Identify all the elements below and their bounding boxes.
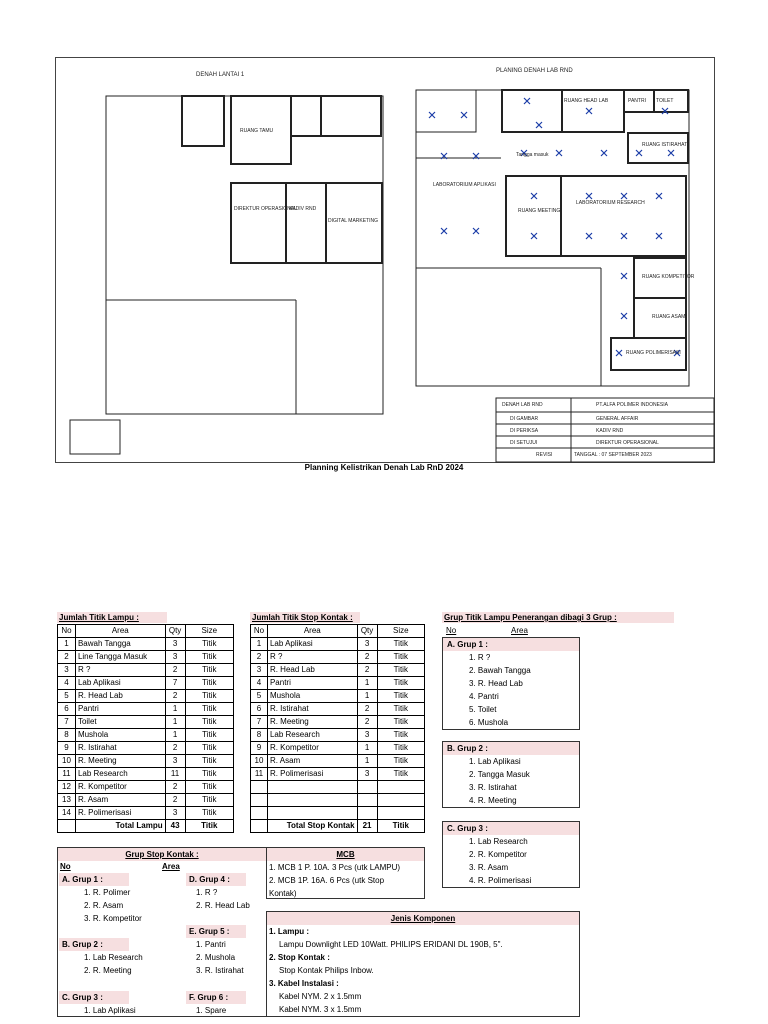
row-qty: 2	[165, 742, 185, 755]
stop-group-item: 2. R. Asam	[84, 901, 124, 910]
row-qty: 3	[165, 651, 185, 664]
row-qty: 1	[357, 690, 377, 703]
row-no: 9	[251, 742, 268, 755]
mcb-box	[266, 847, 425, 899]
lampu-row	[58, 794, 234, 807]
stop-row	[251, 794, 425, 807]
stop-row	[251, 807, 425, 820]
row-no	[251, 794, 268, 807]
row-no	[251, 781, 268, 794]
row-area: R. Asam	[267, 755, 357, 768]
lampu-row	[58, 664, 234, 677]
stop-group-item: 1. Lab Aplikasi	[84, 1006, 136, 1015]
row-size: Titik	[377, 664, 424, 677]
group-item: 3. R. Asam	[469, 863, 509, 872]
group-item: 6. Mushola	[469, 718, 509, 727]
lampu-row	[58, 755, 234, 768]
stop-total-qty: 21	[357, 820, 377, 833]
row-area: R. Istirahat	[267, 703, 357, 716]
row-size: Titik	[185, 716, 233, 729]
row-qty: 7	[165, 677, 185, 690]
komponen-lines	[267, 925, 579, 1016]
row-area	[267, 794, 357, 807]
row-area: R. Kompetitor	[75, 781, 165, 794]
row-no: 3	[58, 664, 76, 677]
row-no: 6	[58, 703, 76, 716]
grup-lampu-title: Grup Titik Lampu Penerangan dibagi 3 Grup :	[442, 612, 674, 623]
row-size: Titik	[185, 638, 233, 651]
lampu-total-size: Titik	[185, 820, 233, 833]
row-qty: 2	[165, 664, 185, 677]
room-lab-research: LABORATORIUM RESEARCH	[576, 200, 645, 206]
stop-group-title: A. Grup 1 :	[59, 873, 129, 886]
tb-company: PT.ALFA POLIMER INDONESIA	[596, 402, 668, 408]
row-size: Titik	[185, 690, 233, 703]
row-area: R. Asam	[75, 794, 165, 807]
row-qty: 2	[357, 716, 377, 729]
grup-lampu-col-no: No	[446, 626, 457, 635]
lampu-total-label: Total Lampu	[75, 820, 165, 833]
tb-row-value: KADIV RND	[596, 428, 624, 434]
stop-group-title: B. Grup 2 :	[59, 938, 129, 951]
row-size: Titik	[377, 716, 424, 729]
row-qty: 1	[165, 729, 185, 742]
row-no: 8	[58, 729, 76, 742]
group-item: 1. R ?	[469, 653, 491, 662]
group-title: C. Grup 3 :	[443, 822, 579, 835]
room-lab-aplikasi: LABORATORIUM APLIKASI	[433, 182, 496, 188]
row-size: Titik	[377, 729, 424, 742]
lampu-row	[58, 729, 234, 742]
tb-row-label: DI GAMBAR	[510, 416, 539, 422]
stop-group-item: 3. R. Istirahat	[196, 966, 244, 975]
stop-group-item: 1. Spare	[196, 1006, 227, 1015]
tb-row-label: DI PERIKSA	[510, 428, 539, 434]
plan-left-title: DENAH LANTAI 1	[196, 72, 245, 78]
row-no: 12	[58, 781, 76, 794]
row-no: 1	[58, 638, 76, 651]
stop-group-title: F. Grup 6 :	[186, 991, 246, 1004]
row-area: R. Meeting	[75, 755, 165, 768]
row-qty: 2	[165, 690, 185, 703]
tb-row-label: DI SETUJUI	[510, 440, 538, 446]
mcb-line: 1. MCB 1 P. 10A. 3 Pcs (utk LAMPU)	[269, 863, 401, 872]
row-no: 11	[58, 768, 76, 781]
row-size	[377, 807, 424, 820]
row-area: R. Istirahat	[75, 742, 165, 755]
row-area: R ?	[75, 664, 165, 677]
row-qty: 3	[165, 807, 185, 820]
row-qty: 2	[357, 651, 377, 664]
row-area: Mushola	[267, 690, 357, 703]
row-size: Titik	[377, 742, 424, 755]
col-size: Size	[185, 625, 233, 638]
row-qty: 3	[165, 755, 185, 768]
col-area: Area	[75, 625, 165, 638]
group-item: 1. Lab Aplikasi	[469, 757, 521, 766]
plan-caption: Planning Kelistrikan Denah Lab RnD 2024	[304, 463, 464, 472]
komponen-heading: 1. Lampu :	[269, 927, 310, 936]
lampu-row	[58, 742, 234, 755]
stop-group-item: 1. R ?	[196, 888, 218, 897]
row-area: R. Head Lab	[75, 690, 165, 703]
lampu-row	[58, 768, 234, 781]
lampu-row	[58, 807, 234, 820]
row-area: Lab Research	[267, 729, 357, 742]
row-qty: 3	[357, 638, 377, 651]
row-qty: 1	[357, 742, 377, 755]
col-area: Area	[267, 625, 357, 638]
row-size: Titik	[185, 729, 233, 742]
stop-row	[251, 781, 425, 794]
row-qty	[357, 794, 377, 807]
row-area: R ?	[267, 651, 357, 664]
row-area: Bawah Tangga	[75, 638, 165, 651]
room-kompetitor: RUANG KOMPETITOR	[642, 274, 695, 280]
row-size: Titik	[185, 768, 233, 781]
group-title: A. Grup 1 :	[443, 638, 579, 651]
komponen-detail: Lampu Downlight LED 10Watt. PHILIPS ERIDANI DL 190B, 5".	[279, 940, 503, 949]
row-no: 7	[58, 716, 76, 729]
row-size: Titik	[377, 690, 424, 703]
stop-group-title: E. Grup 5 :	[186, 925, 246, 938]
stop-row	[251, 768, 425, 781]
lampu-row	[58, 703, 234, 716]
stop-title: Jumlah Titik Stop Kontak :	[250, 612, 360, 623]
lampu-row	[58, 690, 234, 703]
komponen-detail: Stop Kontak Philips Inbow.	[279, 966, 374, 975]
tb-name: DENAH LAB RND	[502, 402, 543, 408]
stop-row	[251, 755, 425, 768]
row-no: 4	[58, 677, 76, 690]
row-size: Titik	[185, 807, 233, 820]
row-size: Titik	[185, 794, 233, 807]
komponen-box	[266, 911, 580, 1017]
room-meeting: RUANG MEETING	[518, 208, 561, 214]
komponen-title: Jenis Komponen	[267, 912, 579, 925]
komponen-detail: Kabel NYM. 2 x 1.5mm	[279, 992, 362, 1001]
group-item: 4. R. Meeting	[469, 796, 517, 805]
row-no: 2	[251, 651, 268, 664]
room-polimerisasi: RUANG POLIMERISASI	[626, 350, 681, 356]
row-size: Titik	[377, 638, 424, 651]
row-area: Lab Aplikasi	[75, 677, 165, 690]
group-item: 2. Tangga Masuk	[469, 770, 530, 779]
stop-group-item: 2. R. Head Lab	[196, 901, 250, 910]
group-item: 4. Pantri	[469, 692, 499, 701]
row-area: R. Head Lab	[267, 664, 357, 677]
row-area	[267, 807, 357, 820]
row-no: 13	[58, 794, 76, 807]
mcb-line: Kontak)	[269, 889, 297, 898]
row-area: R. Polimerisasi	[75, 807, 165, 820]
row-area: Toilet	[75, 716, 165, 729]
row-qty: 1	[357, 677, 377, 690]
komponen-detail: Kabel NYM. 3 x 1.5mm	[279, 1005, 362, 1014]
row-qty: 11	[165, 768, 185, 781]
row-no: 3	[251, 664, 268, 677]
stop-row	[251, 729, 425, 742]
group-item: 3. R. Istirahat	[469, 783, 517, 792]
tb-revisi: REVISI	[536, 452, 553, 458]
row-qty: 2	[357, 703, 377, 716]
left-building-outline	[106, 96, 383, 414]
lampu-table	[57, 624, 234, 833]
grup-lampu-col-area: Area	[511, 626, 528, 635]
row-no: 5	[58, 690, 76, 703]
lampu-title: Jumlah Titik Lampu :	[57, 612, 167, 623]
lampu-row	[58, 677, 234, 690]
row-area	[267, 781, 357, 794]
room-tangga: Tangga masuk	[516, 152, 549, 158]
col-qty: Qty	[357, 625, 377, 638]
lampu-row	[58, 651, 234, 664]
grup-stop-col-area: Area	[162, 862, 180, 871]
row-size: Titik	[377, 677, 424, 690]
stop-group-item: 1. R. Polimer	[84, 888, 131, 897]
row-no: 6	[251, 703, 268, 716]
col-qty: Qty	[165, 625, 185, 638]
floor-plan-drawing	[55, 57, 715, 463]
row-size: Titik	[185, 742, 233, 755]
komponen-heading: 2. Stop Kontak :	[269, 953, 330, 962]
row-area: Lab Research	[75, 768, 165, 781]
row-area: R. Polimerisasi	[267, 768, 357, 781]
stop-row	[251, 690, 425, 703]
row-qty: 3	[357, 729, 377, 742]
plan-right-title: PLANING DENAH LAB RND	[496, 68, 573, 74]
row-qty	[357, 781, 377, 794]
row-area: R. Kompetitor	[267, 742, 357, 755]
row-qty: 1	[165, 703, 185, 716]
row-qty: 3	[357, 768, 377, 781]
row-size: Titik	[377, 651, 424, 664]
stop-total-size: Titik	[377, 820, 424, 833]
row-no: 2	[58, 651, 76, 664]
stop-group-item: 2. Mushola	[196, 953, 236, 962]
right-building-outline	[416, 90, 689, 386]
komponen-heading: 3. Kabel Instalasi :	[269, 979, 339, 988]
stop-row	[251, 742, 425, 755]
room-head-lab: RUANG HEAD LAB	[564, 98, 609, 104]
row-qty: 1	[165, 716, 185, 729]
row-no: 14	[58, 807, 76, 820]
row-qty: 2	[165, 781, 185, 794]
stop-total-label: Total Stop Kontak	[267, 820, 357, 833]
tb-tanggal: TANGGAL : 07 SEPTEMBER 2023	[574, 452, 652, 458]
mcb-title: MCB	[267, 848, 424, 861]
lamp-markers	[429, 98, 680, 356]
row-size: Titik	[185, 755, 233, 768]
group-item: 2. R. Kompetitor	[469, 850, 527, 859]
stop-row	[251, 638, 425, 651]
grup-lampu-group	[442, 821, 580, 888]
row-size: Titik	[185, 677, 233, 690]
row-qty: 2	[357, 664, 377, 677]
lampu-row	[58, 638, 234, 651]
lampu-row	[58, 716, 234, 729]
stop-group-title: D. Grup 4 :	[186, 873, 246, 886]
row-qty: 3	[165, 638, 185, 651]
row-qty	[357, 807, 377, 820]
col-no: No	[251, 625, 268, 638]
col-no: No	[58, 625, 76, 638]
row-no: 7	[251, 716, 268, 729]
room-pantri: PANTRI	[628, 98, 646, 104]
row-area: Lab Aplikasi	[267, 638, 357, 651]
row-no: 8	[251, 729, 268, 742]
room-ruang-tamu: RUANG TAMU	[240, 128, 274, 134]
group-title: B. Grup 2 :	[443, 742, 579, 755]
row-no: 1	[251, 638, 268, 651]
row-no: 10	[58, 755, 76, 768]
lampu-row	[58, 781, 234, 794]
row-area: R. Meeting	[267, 716, 357, 729]
row-size	[377, 794, 424, 807]
group-item: 5. Toilet	[469, 705, 497, 714]
row-size: Titik	[185, 664, 233, 677]
row-size: Titik	[185, 781, 233, 794]
row-area: Pantri	[267, 677, 357, 690]
stop-group-title: C. Grup 3 :	[59, 991, 129, 1004]
row-area: Pantri	[75, 703, 165, 716]
grup-stop-title: Grup Stop Kontak :	[58, 848, 266, 861]
row-size	[377, 781, 424, 794]
stop-group-item: 2. R. Meeting	[84, 966, 132, 975]
col-size: Size	[377, 625, 424, 638]
row-size: Titik	[377, 703, 424, 716]
row-no: 9	[58, 742, 76, 755]
room-istirahat: RUANG ISTIRAHAT	[642, 142, 688, 148]
row-qty: 1	[357, 755, 377, 768]
row-size: Titik	[377, 768, 424, 781]
row-no: 5	[251, 690, 268, 703]
tb-row-value: DIREKTUR OPERASIONAL	[596, 440, 659, 446]
grup-lampu-group	[442, 741, 580, 808]
room-toilet: TOILET	[656, 98, 674, 104]
row-no: 11	[251, 768, 268, 781]
group-item: 3. R. Head Lab	[469, 679, 523, 688]
lampu-total-qty: 43	[165, 820, 185, 833]
row-no	[251, 807, 268, 820]
grup-lampu-group	[442, 637, 580, 730]
stop-row	[251, 716, 425, 729]
row-qty: 2	[165, 794, 185, 807]
mcb-line: 2. MCB 1P. 16A. 6 Pcs (utk Stop	[269, 876, 385, 885]
group-item: 1. Lab Research	[469, 837, 528, 846]
row-no: 4	[251, 677, 268, 690]
row-size: Titik	[185, 651, 233, 664]
stop-row	[251, 651, 425, 664]
room-digital: DIGITAL MARKETING	[328, 218, 379, 224]
room-asam: RUANG ASAM	[652, 314, 686, 320]
group-item: 4. R. Polimerisasi	[469, 876, 532, 885]
stop-row	[251, 677, 425, 690]
room-direktur: DIREKTUR OPERASIONAL	[234, 206, 297, 212]
row-area: Mushola	[75, 729, 165, 742]
stop-group-item: 1. Lab Research	[84, 953, 143, 962]
grup-stop-col-no: No	[60, 862, 71, 871]
stop-row	[251, 664, 425, 677]
stop-group-item: 1. Pantri	[196, 940, 226, 949]
group-item: 2. Bawah Tangga	[469, 666, 531, 675]
row-area: Line Tangga Masuk	[75, 651, 165, 664]
stop-row	[251, 703, 425, 716]
row-size: Titik	[377, 755, 424, 768]
tb-row-value: GENERAL AFFAIR	[596, 416, 639, 422]
row-size: Titik	[185, 703, 233, 716]
stop-group-item: 3. R. Kompetitor	[84, 914, 142, 923]
room-kadiv: KADIV RND	[289, 206, 317, 212]
stop-table	[250, 624, 425, 833]
row-no: 10	[251, 755, 268, 768]
